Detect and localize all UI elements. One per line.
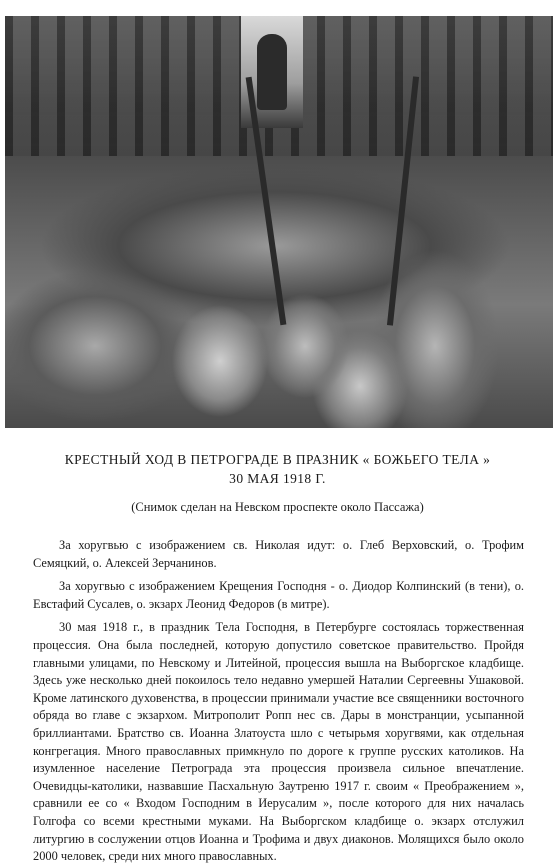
paragraph: 30 мая 1918 г., в праздник Тела Господня, в Петербурге состоялась торжественная процессия. Она была последней, которую допустило советское правительство. Пройдя главными улицами, по Невскому и Литейной, процессия вышла на Выборгское кладбище. Здесь уже несколько дней покоилось тело недавно умершей Наталии Сергеевны Ушаковой. Кроме латинского духовенства, в процессии принимали участие все священники восточного обряда во главе с экзархом. Митрополит Ропп нес св. Дары в монстранции, усыпанной бриллиантами. Братство св. Иоанна Златоуста шло с четырьмя хоругвями, как отдельная конгрегация. Много православных примкнуло по дороге к группе русских католиков. На изумленное население Петрограда эта процессия произвела сильное впечатление. Очевидцы-католики, назвавшие Пасхальную Заутреню 1917 г. своим « Преображением », сравнили ее со « Входом Господним в Иерусалим », после которого для них началась Голгофа со всеми крестными муками. На Выборгском кладбище о. экзарх отслужил литургию в сослужении отцов Иоанна и Трофима и двух диаконов. Молящихся было около 2000 человек, среди них много православных. <box>33 620 524 864</box>
caption-date: 30 МАЯ 1918 Г. <box>229 471 326 486</box>
saint-figure-image <box>257 34 287 110</box>
paragraph: За хоругвью с изображением Крещения Господня - о. Диодор Колпинский (в тени), о. Евстафий Сусалев, о. экзарх Леонид Федоров (в митре). <box>33 579 524 611</box>
caption-title: КРЕСТНЫЙ ХОД В ПЕТРОГРАДЕ В ПРАЗНИК « БОЖЬЕГО ТЕЛА » <box>64 452 491 467</box>
paragraph: За хоругвью с изображением св. Николая идут: о. Глеб Верховский, о. Трофим Семяцкий, о. Алексей Зерчанинов. <box>33 538 524 570</box>
article-body <box>33 537 524 866</box>
caption-note: (Снимок сделан на Невском проспекте около Пассажа) <box>131 500 424 514</box>
procession-photograph <box>5 16 553 428</box>
